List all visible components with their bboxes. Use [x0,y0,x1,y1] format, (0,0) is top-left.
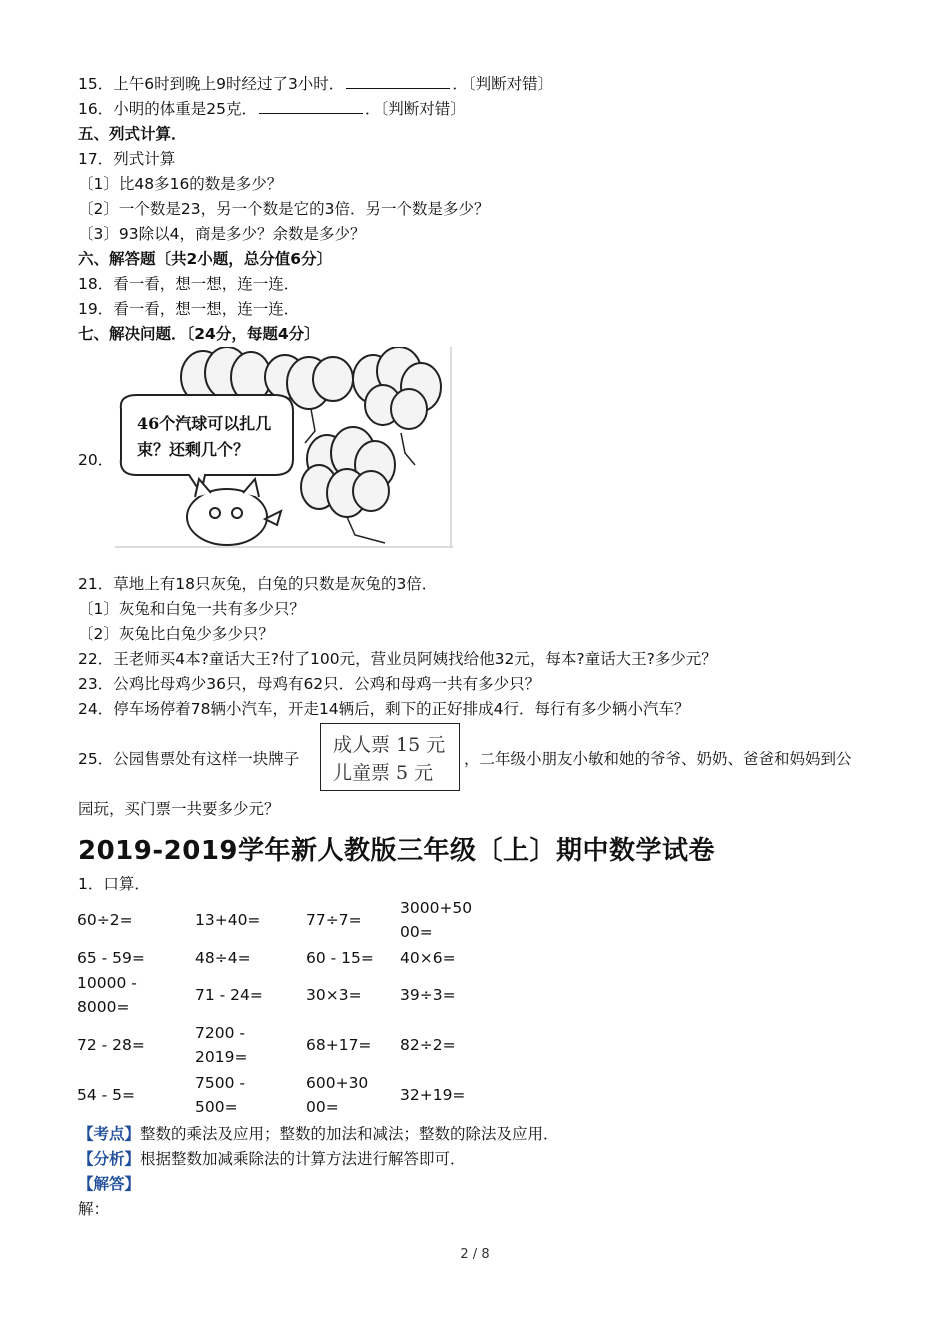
calc-cell: 72 - 28= [77,1036,145,1054]
question-25-part-a: 25．公园售票处有这样一块牌子 [78,750,300,768]
calc-cell: 82÷2= [400,1036,456,1054]
calc-cell: 40×6= [400,949,456,967]
jie-line: 解： [78,1200,110,1218]
question-21: 21．草地上有18只灰兔，白兔的只数是灰兔的3倍． [78,575,438,593]
calc-cell: 600+30 00= [306,1074,369,1116]
page-number: 2 / 8 [460,1247,490,1262]
adult-ticket-price: 成人票 15 元 [333,734,446,756]
section-7-heading: 七、解决问题．〔24分，每题4分〕 [78,325,320,343]
calc-cell: 30×3= [306,986,362,1004]
calc-cell: 68+17= [306,1036,372,1054]
question-21-2: 〔2〕灰兔比白兔少多少只？ [78,625,274,643]
calc-cell: 32+19= [400,1086,466,1104]
calc-cell: 54 - 5= [77,1086,136,1104]
calc-cell: 7500 - 500= [195,1074,245,1116]
ticket-price-sign [320,723,460,791]
question-16: 16．小明的体重是25克． ．〔判断对错〕 [78,100,466,118]
question-24: 24．停车场停着78辆小汽车，开走14辆后，剩下的正好排成4行．每行有多少辆小汽车？ [78,700,690,718]
balloon-illustration [115,347,453,549]
question-25-part-c: 园玩，买门票一共要多少元？ [78,800,280,818]
question-20: 20． [78,451,114,469]
calc-cell: 77÷7= [306,911,362,929]
answer-question-1: 1．口算． [78,875,150,893]
fenxi-line: 【分析】根据整数加减乘除法的计算方法进行解答即可． [78,1150,466,1168]
question-18: 18．看一看，想一想，连一连． [78,275,300,293]
exam-title: 2019-2019学年新人教版三年级〔上〕期中数学试卷 [78,836,716,866]
jieda-line [78,1174,140,1194]
calc-cell: 13+40= [195,911,261,929]
fenxi-tag: 【分析】 [78,1150,141,1168]
question-17: 17．列式计算 [78,150,176,168]
section-6-heading: 六、解答题〔共2小题，总分值6分〕 [78,250,333,268]
question-22: 22．王老师买4本?童话大王?付了100元，营业员阿姨找给他32元，每本?童话大王?多少元？ [78,650,717,668]
kaodian-line: 【考点】整数的乘法及应用；整数的加法和减法；整数的除法及应用． [78,1125,559,1143]
kaodian-tag: 【考点】 [78,1125,141,1143]
calc-cell: 60÷2= [77,911,133,929]
answer-blank[interactable] [346,74,450,89]
jieda-tag: 【解答】 [78,1175,141,1193]
question-19: 19．看一看，想一想，连一连． [78,300,300,318]
calc-cell: 60 - 15= [306,949,374,967]
calc-cell: 48÷4= [195,949,251,967]
calc-cell: 7200 - 2019= [195,1024,248,1066]
calc-cell: 39÷3= [400,986,456,1004]
section-5-heading: 五、列式计算． [78,125,187,143]
question-25-part-b: ，二年级小朋友小敏和她的爷爷、奶奶、爸爸和妈妈到公 [464,750,852,768]
question-21-1: 〔1〕灰兔和白兔一共有多少只？ [78,600,305,618]
calc-cell: 3000+50 00= [400,899,473,941]
calc-cell: 65 - 59= [77,949,145,967]
child-ticket-price: 儿童票 5 元 [333,762,434,784]
speech-bubble-line-2: 束？还剩几个？ [137,440,250,459]
calc-cell: 71 - 24= [195,986,263,1004]
question-23: 23．公鸡比母鸡少36只，母鸡有62只．公鸡和母鸡一共有多少只？ [78,675,541,693]
answer-blank[interactable] [259,99,363,114]
question-17-1: 〔1〕比48多16的数是多少？ [78,175,283,193]
question-17-2: 〔2〕一个数是23，另一个数是它的3倍．另一个数是多少？ [78,200,490,218]
calc-cell: 10000 - 8000= [77,974,137,1016]
question-15: 15．上午6时到晚上9时经过了3小时． ．〔判断对错〕 [78,75,554,93]
question-17-3: 〔3〕93除以4，商是多少？余数是多少？ [78,225,366,243]
speech-bubble-line-1: 46个汽球可以扎几 [137,414,272,433]
